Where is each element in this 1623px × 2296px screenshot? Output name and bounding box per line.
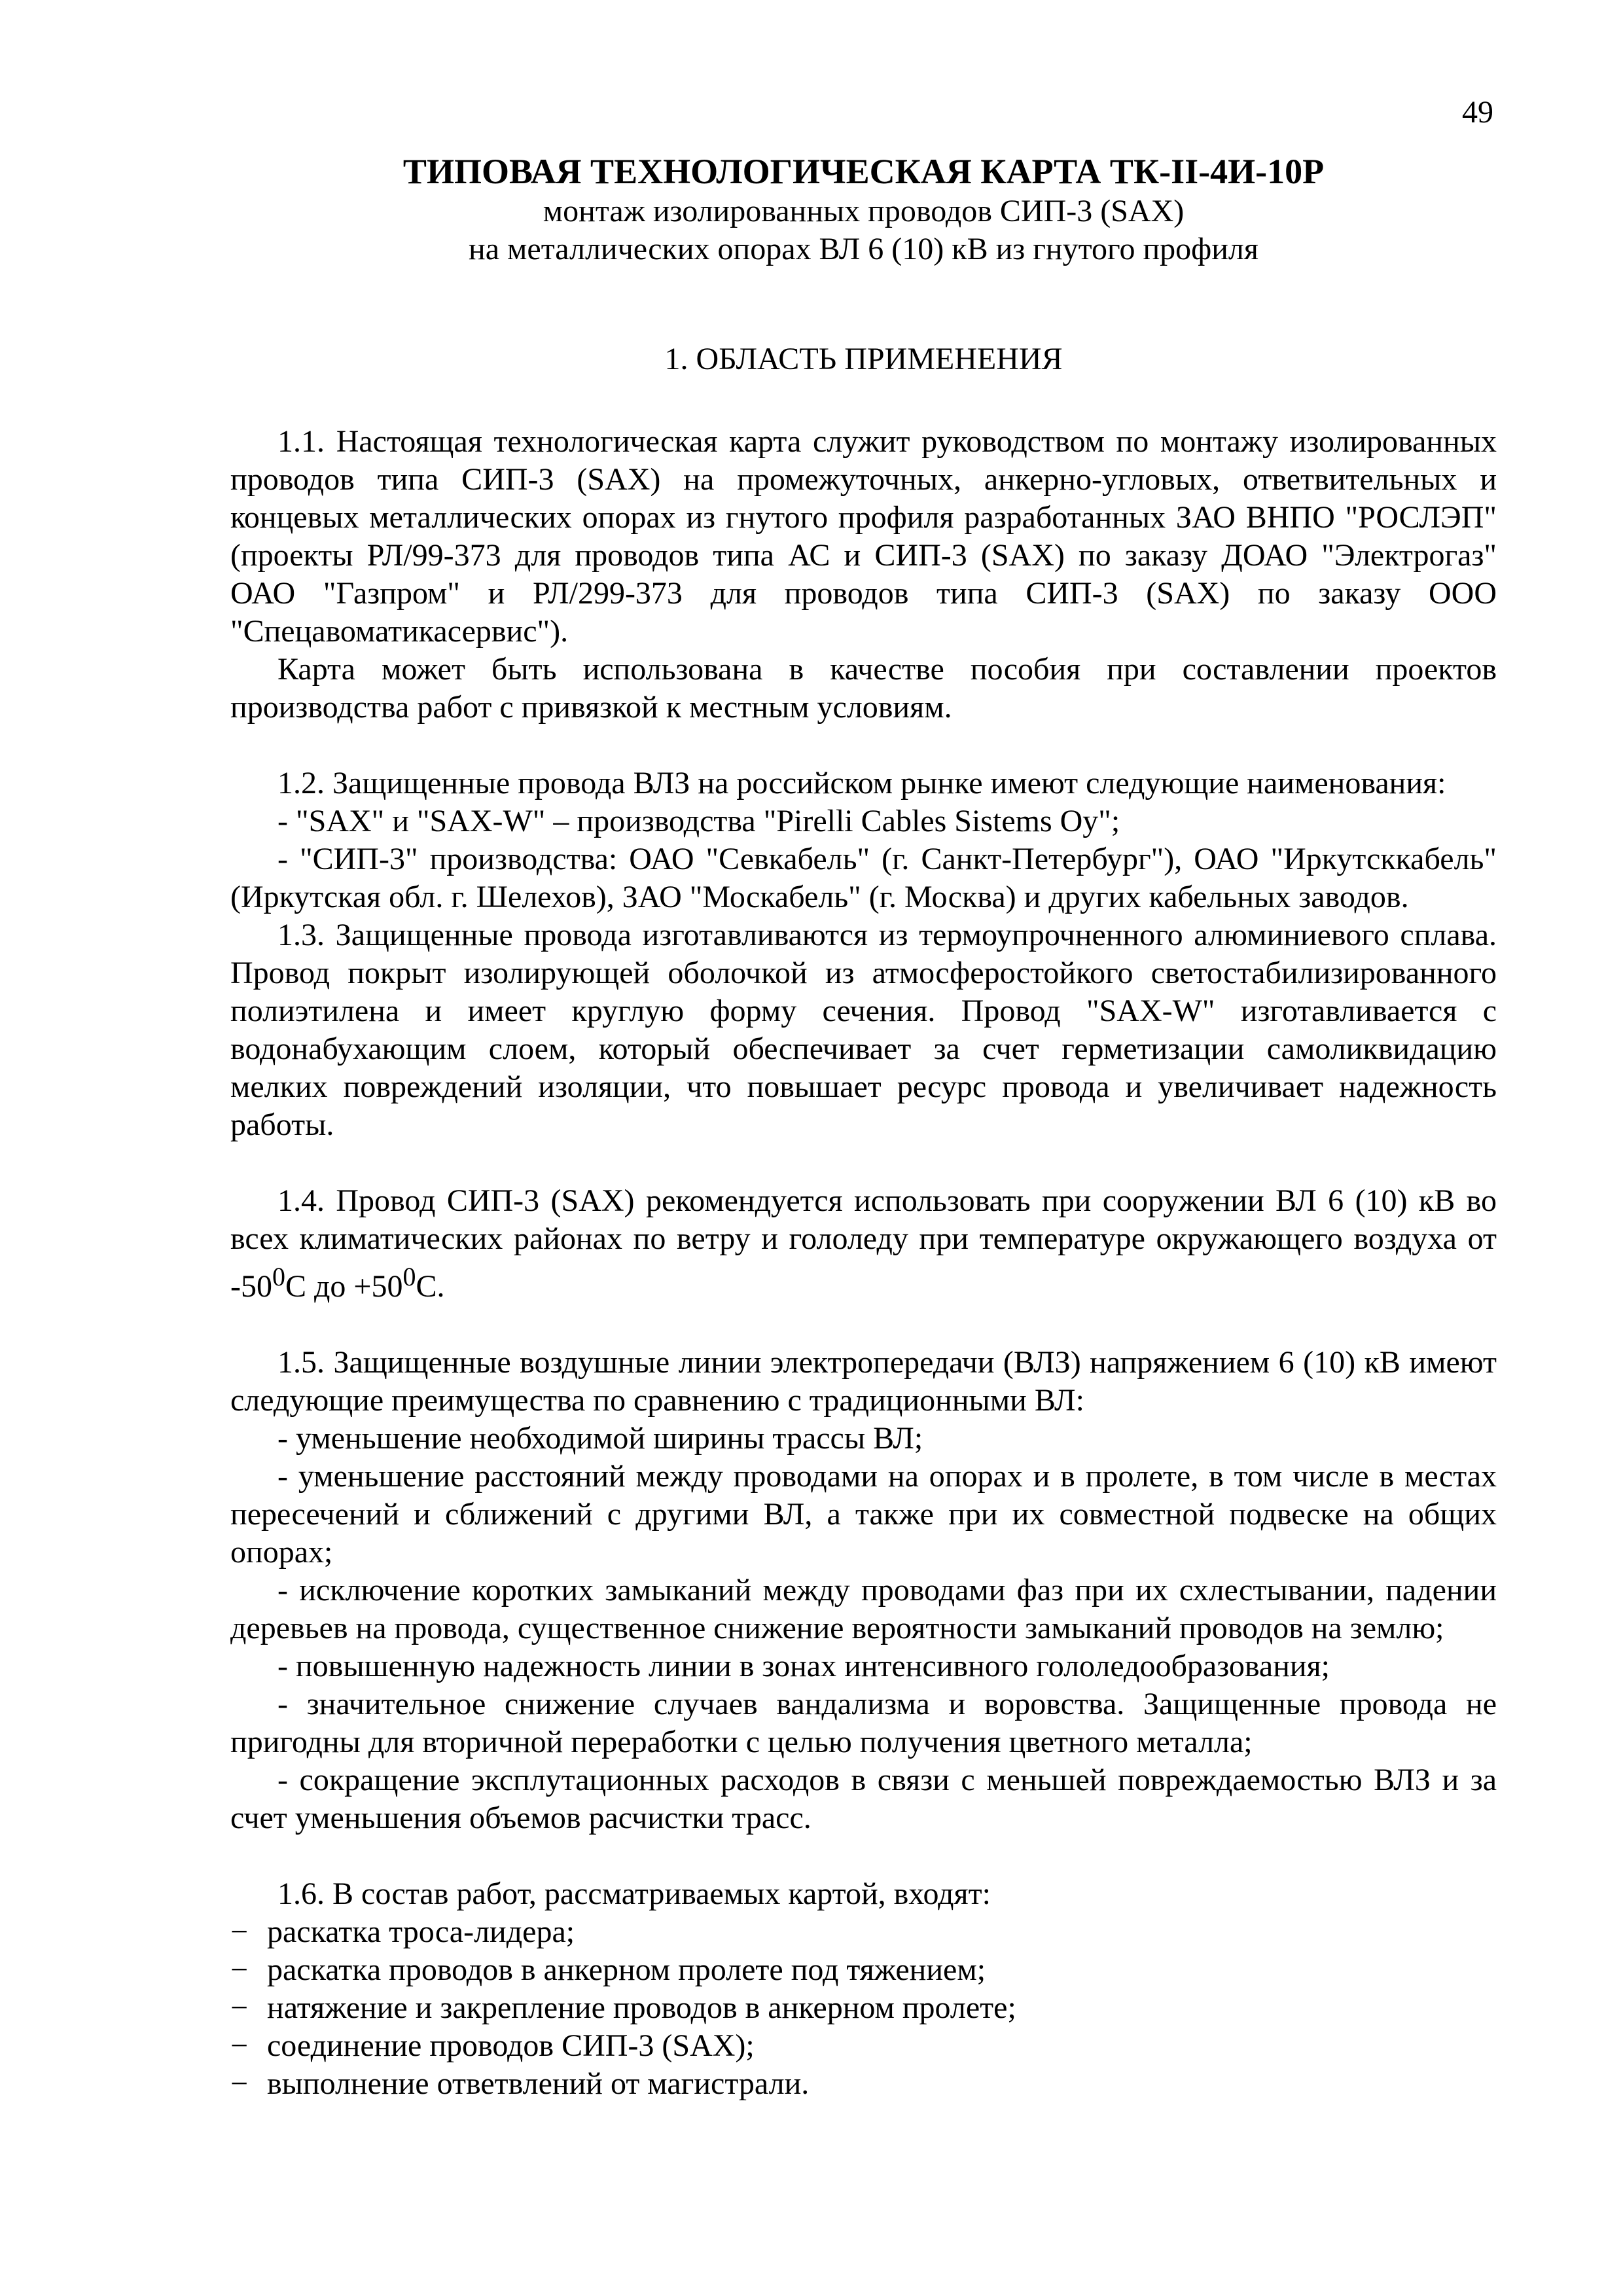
list-item-text: натяжение и закрепление проводов в анкерном пролете; (267, 1990, 1016, 2025)
paragraph-1-2-item-sip3: - "СИП-3" производства: ОАО "Севкабель" (г. Санкт-Петербург"), ОАО "Иркутсккабель" (Иркутская обл. г. Шелехов), ЗАО "Москабель" (г. Москва) и других кабельных заводов. (230, 842, 1497, 914)
dash-marker: − (230, 2066, 249, 2101)
paragraph-1-4-part-3: С. (416, 1269, 445, 1304)
document-body (230, 151, 1497, 2103)
advantage-item: - сокращение эксплутационных расходов в связи с меньшей повреждаемостью ВЛЗ и за счет уменьшения объемов расчистки трасс. (230, 1763, 1497, 1835)
list-item (230, 2065, 1497, 2103)
advantage-item: - повышенную надежность линии в зонах интенсивного гололедообразования; (277, 1649, 1330, 1683)
degree-superscript-1: 0 (272, 1262, 285, 1291)
document-subtitle-2: на металлических опорах ВЛ 6 (10) кВ из гнутого профиля (469, 232, 1258, 266)
paragraph-1-5: 1.5. Защищенные воздушные линии электропередачи (ВЛЗ) напряжением 6 (10) кВ имеют следующие преимущества по сравнению с традиционными ВЛ: (230, 1345, 1497, 1418)
paragraph-1-6: 1.6. В состав работ, рассматриваемых картой, входят: (277, 1876, 991, 1911)
dash-marker: − (230, 2028, 249, 2063)
page-number: 49 (1462, 95, 1493, 130)
paragraph-1-4-part-1: 1.4. Провод СИП-3 (SAX) рекомендуется использовать при сооружении ВЛ 6 (10) кВ во всех климатических районах по ветру и гололеду при температуре окружающего воздуха от -50 (230, 1183, 1497, 1304)
advantage-item: - уменьшение необходимой ширины трассы ВЛ; (277, 1421, 923, 1456)
paragraph-1-2-item-sax: - "SAX" и "SAX-W" – производства "Pirelli Cables Sistems Oy"; (277, 804, 1120, 838)
section-heading: 1. ОБЛАСТЬ ПРИМЕНЕНИЯ (664, 342, 1063, 376)
document-title: ТИПОВАЯ ТЕХНОЛОГИЧЕСКАЯ КАРТА ТК-II-4И-10Р (402, 152, 1325, 191)
paragraph-1-1-note: Карта может быть использована в качестве пособия при составлении проектов производства работ с привязкой к местным условиям. (230, 652, 1497, 725)
work-scope-list (230, 1913, 1497, 2103)
list-item-text: соединение проводов СИП-3 (SAX); (267, 2028, 755, 2063)
paragraph-1-2: 1.2. Защищенные провода ВЛЗ на российском рынке имеют следующие наименования: (277, 766, 1446, 800)
list-item (230, 1951, 1497, 1989)
degree-superscript-2: 0 (402, 1262, 416, 1291)
list-item-text: раскатка проводов в анкерном пролете под тяжением; (267, 1952, 986, 1987)
list-item (230, 1989, 1497, 2027)
advantage-item: - исключение коротких замыканий между проводами фаз при их схлестывании, падении деревьев на провода, существенное снижение вероятности замыканий проводов на землю; (230, 1573, 1497, 1645)
list-item (230, 2027, 1497, 2065)
paragraph-1-3: 1.3. Защищенные провода изготавливаются из термоупрочненного алюминиевого сплава. Провод покрыт изолирующей оболочкой из атмосферостойкого светостабилизированного полиэтилена и имеет круглую форму сечения. Провод "SAX-W" изготавливается с водонабухающим слоем, который обеспечивает за счет герметизации самоликвидацию мелких повреждений изоляции, что повышает ресурс провода и увеличивает надежность работы. (230, 918, 1497, 1142)
dash-marker: − (230, 1914, 249, 1949)
list-item-text: раскатка троса-лидера; (267, 1914, 575, 1949)
paragraph-1-4 (230, 1182, 1497, 1306)
advantage-item: - уменьшение расстояний между проводами на опорах и в пролете, в том числе в местах пересечений и сближений с другими ВЛ, а также при их совместной подвеске на общих опорах; (230, 1459, 1497, 1570)
list-item (230, 1913, 1497, 1951)
dash-marker: − (230, 1952, 249, 1987)
list-item-text: выполнение ответвлений от магистрали. (267, 2066, 810, 2101)
paragraph-1-1: 1.1. Настоящая технологическая карта служит руководством по монтажу изолированных проводов типа СИП-3 (SAX) на промежуточных, анкерно-угловых, ответвительных и концевых металлических опорах из гнутого профиля разработанных ЗАО ВНПО "РОСЛЭП" (проекты РЛ/99-373 для проводов типа АС и СИП-3 (SAX) по заказу ДОАО "Электрогаз" ОАО "Газпром" и РЛ/299-373 для проводов типа СИП-3 (SAX) по заказу ООО "Спецавоматикасервис"). (230, 424, 1497, 649)
document-subtitle-1: монтаж изолированных проводов СИП-3 (SAX) (543, 194, 1185, 228)
paragraph-1-4-part-2: С до +50 (285, 1269, 403, 1304)
dash-marker: − (230, 1990, 249, 2025)
advantage-item: - значительное снижение случаев вандализма и воровства. Защищенные провода не пригодны для вторичной переработки с целью получения цветного металла; (230, 1687, 1497, 1759)
